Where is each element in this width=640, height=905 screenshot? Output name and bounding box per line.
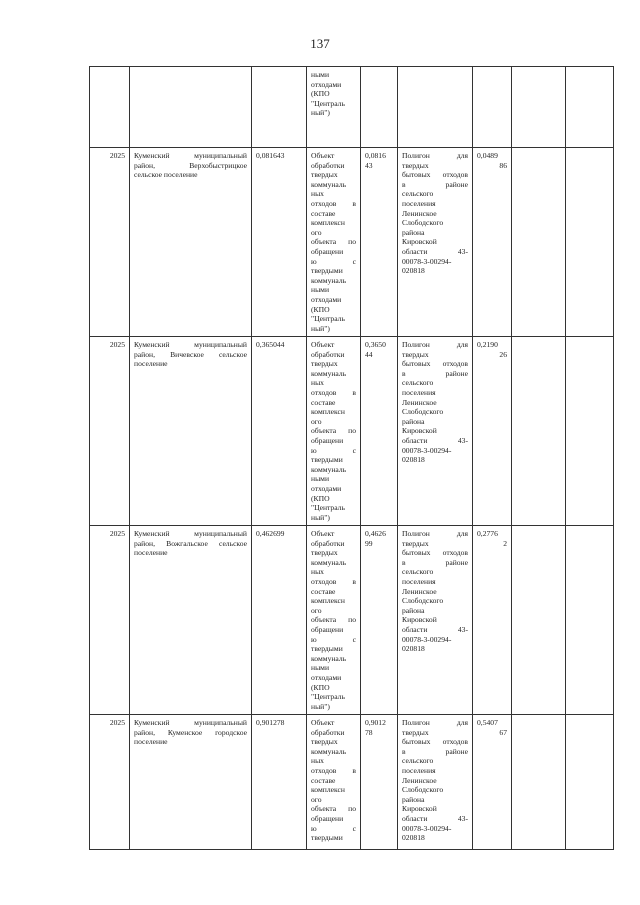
landfill-cell [398, 67, 473, 148]
landfill-cell-line: Кировской [402, 426, 437, 436]
quantity-cell-line: 0,462699 [256, 529, 285, 538]
facility-cell-line: "Централь [311, 503, 345, 513]
landfill-cell-line: твердых [402, 349, 429, 359]
quantity-cell [252, 67, 307, 148]
quantity2-cell [361, 67, 398, 148]
year-cell [90, 67, 130, 148]
facility-cell-line: обработки [311, 349, 345, 359]
facility-cell-line: твердыми [311, 644, 343, 654]
landfill-cell-line: Полигон для [402, 529, 468, 538]
landfill-cell-line: твердых [402, 538, 429, 548]
facility-cell-line: "Централь [311, 98, 345, 108]
facility-cell-line: составе [311, 586, 336, 596]
landfill-cell-line: области 43- [402, 624, 468, 634]
facility-cell-line: Объект [311, 718, 335, 727]
value-cell-line: 0,2190 [477, 340, 498, 349]
facility-cell [307, 67, 361, 148]
facility-cell-line: коммуналь [311, 368, 347, 378]
landfill-cell-line: 020818 [402, 266, 425, 276]
facility-cell-line: отходами [311, 483, 342, 493]
landfill-cell-line: Полигон для [402, 151, 468, 160]
landfill-cell-line: бытовых отходов [402, 170, 468, 180]
landfill-cell-line: Ленинское [402, 586, 437, 596]
municipality-cell [130, 715, 252, 850]
table-row [90, 526, 614, 715]
value-cell-line: 0,5407 [477, 718, 498, 727]
landfill-cell-line: Слободского [402, 596, 444, 606]
facility-cell-line: коммуналь [311, 464, 347, 474]
landfill-cell-line: 00078-3-00294- [402, 823, 452, 833]
facility-cell-line: объекта по [311, 426, 356, 436]
facility-cell [307, 715, 361, 850]
municipality-cell [130, 67, 252, 148]
facility-cell-line: коммуналь [311, 179, 347, 189]
facility-cell-line: (КПО [311, 682, 330, 692]
facility-cell-line: объекта по [311, 615, 356, 625]
facility-cell-line: ных [311, 756, 324, 766]
facility-cell-line: твердых [311, 170, 338, 180]
landfill-cell-line: Ленинское [402, 208, 437, 218]
quantity2-cell-line: 0,0816 [365, 151, 386, 160]
empty-cell [566, 148, 614, 337]
year-cell-line: 2025 [109, 151, 125, 160]
quantity-cell-line: 0,081643 [256, 151, 285, 160]
facility-cell-line: твердых [311, 359, 338, 369]
landfill-cell-line: 00078-3-00294- [402, 445, 452, 455]
quantity-cell-line: 0,901278 [256, 718, 285, 727]
landfill-cell-line: области 43- [402, 813, 468, 823]
facility-cell-line: составе [311, 208, 336, 218]
municipality-cell-line: район, Вичевское сельское [134, 349, 247, 359]
facility-cell-line: Объект [311, 151, 335, 160]
quantity-cell [252, 715, 307, 850]
landfill-cell-line: сельского [402, 189, 434, 199]
landfill-cell-line: поселения [402, 387, 436, 397]
facility-cell-line: отходов в [311, 387, 356, 397]
landfill-cell-line: в районе [402, 557, 468, 567]
landfill-cell-line: Слободского [402, 218, 444, 228]
year-cell [90, 526, 130, 715]
table-row [90, 337, 614, 526]
landfill-cell-line: района [402, 605, 425, 615]
landfill-cell-line: сельского [402, 567, 434, 577]
landfill-cell-line: поселения [402, 765, 436, 775]
facility-cell-line: отходами [311, 79, 342, 89]
facility-cell-line: Объект [311, 529, 335, 538]
facility-cell-line: ных [311, 378, 324, 388]
empty-cell [566, 526, 614, 715]
facility-cell-line: коммуналь [311, 653, 347, 663]
year-cell-line: 2025 [109, 340, 125, 349]
facility-cell-line: твердых [311, 737, 338, 747]
municipality-cell [130, 526, 252, 715]
facility-cell-line: ого [311, 794, 322, 804]
landfill-cell-line: твердых [402, 160, 429, 170]
year-cell-line: 2025 [109, 718, 125, 727]
facility-cell-line: коммуналь [311, 557, 347, 567]
quantity2-cell [361, 148, 398, 337]
value-cell-line: 86 [499, 160, 507, 170]
quantity2-cell-line: 78 [365, 727, 373, 737]
facility-cell-line: твердых [311, 548, 338, 558]
municipality-cell-line: сельское поселение [134, 170, 198, 180]
facility-cell-line: Объект [311, 340, 335, 349]
landfill-cell-line: области 43- [402, 246, 468, 256]
landfill-cell-line: бытовых отходов [402, 548, 468, 558]
value-cell-line: 0,2776 [477, 529, 498, 538]
quantity2-cell-line: 44 [365, 349, 373, 359]
landfill-cell-line: области 43- [402, 435, 468, 445]
landfill-cell-line: Кировской [402, 804, 437, 814]
facility-cell-line: ными [311, 285, 330, 295]
facility-cell-line: составе [311, 397, 336, 407]
municipality-cell-line: поселение [134, 359, 168, 369]
table-row [90, 715, 614, 850]
facility-cell-line: комплексн [311, 596, 345, 606]
page-number: 137 [310, 36, 330, 51]
facility-cell-line: ого [311, 416, 322, 426]
landfill-cell [398, 337, 473, 526]
landfill-cell-line: Кировской [402, 237, 437, 247]
municipality-cell-line: поселение [134, 548, 168, 558]
facility-cell-line: обращени [311, 624, 344, 634]
landfill-cell-line: Слободского [402, 407, 444, 417]
facility-cell-line: (КПО [311, 304, 330, 314]
facility-cell-line: объекта по [311, 804, 356, 814]
facility-cell-line: ный") [311, 323, 330, 333]
landfill-cell-line: 020818 [402, 644, 425, 654]
facility-cell-line: отходов в [311, 765, 356, 775]
municipality-cell-line: Куменский муниципальный [134, 340, 247, 349]
value-cell-line: 26 [499, 349, 507, 359]
empty-cell [512, 337, 566, 526]
municipality-cell-line: район, Куменское городское [134, 727, 247, 737]
year-cell [90, 715, 130, 850]
facility-cell-line: ными [311, 474, 330, 484]
facility-cell-line: ных [311, 567, 324, 577]
facility-cell-line: ю с [311, 445, 356, 455]
value-cell [473, 337, 512, 526]
table-row [90, 148, 614, 337]
municipality-cell-line: Куменский муниципальный [134, 529, 247, 538]
quantity-cell [252, 337, 307, 526]
landfill-cell-line: Ленинское [402, 775, 437, 785]
municipality-cell [130, 148, 252, 337]
facility-cell-line: обращени [311, 246, 344, 256]
landfill-cell-line: района [402, 794, 425, 804]
empty-cell [512, 715, 566, 850]
quantity-cell [252, 526, 307, 715]
landfill-cell [398, 526, 473, 715]
value-cell-line: 67 [499, 727, 507, 737]
landfill-cell-line: района [402, 227, 425, 237]
municipality-cell-line: Куменский муниципальный [134, 151, 247, 160]
facility-cell-line: твердыми [311, 455, 343, 465]
facility-cell-line: составе [311, 775, 336, 785]
year-cell-line: 2025 [109, 529, 125, 538]
empty-cell [512, 148, 566, 337]
landfill-cell-line: 020818 [402, 833, 425, 843]
table-row [90, 67, 614, 148]
landfill-cell-line: Полигон для [402, 718, 468, 727]
facility-cell-line: коммуналь [311, 275, 347, 285]
quantity2-cell-line: 0,9012 [365, 718, 386, 727]
facility-cell-line: "Централь [311, 314, 345, 324]
facility-cell-line: ных [311, 189, 324, 199]
landfill-cell-line: сельского [402, 756, 434, 766]
value-cell [473, 148, 512, 337]
empty-cell [512, 526, 566, 715]
landfill-cell-line: поселения [402, 576, 436, 586]
quantity2-cell [361, 337, 398, 526]
landfill-cell-line: района [402, 416, 425, 426]
empty-cell [566, 67, 614, 148]
landfill-cell-line: 020818 [402, 455, 425, 465]
facility-cell-line: (КПО [311, 493, 330, 503]
facility-cell-line: ный") [311, 512, 330, 522]
facility-cell-line: ю с [311, 256, 356, 266]
facility-cell-line: отходов в [311, 576, 356, 586]
quantity2-cell-line: 43 [365, 160, 373, 170]
landfill-cell-line: 00078-3-00294- [402, 634, 452, 644]
facility-cell-line: ный") [311, 108, 330, 118]
quantity2-cell [361, 715, 398, 850]
facility-cell-line: отходов в [311, 198, 356, 208]
facility-cell-line: комплексн [311, 785, 345, 795]
value-cell-line: 0,0489 [477, 151, 498, 160]
facility-cell-line: ю с [311, 634, 356, 644]
landfill-cell-line: 00078-3-00294- [402, 256, 452, 266]
facility-cell-line: ого [311, 227, 322, 237]
facility-cell-line: ными [311, 70, 330, 79]
quantity2-cell [361, 526, 398, 715]
facility-cell-line: твердыми [311, 833, 343, 843]
facility-cell-line: (КПО [311, 89, 330, 99]
landfill-cell-line: Кировской [402, 615, 437, 625]
facility-cell-line: ными [311, 663, 330, 673]
year-cell [90, 337, 130, 526]
landfill-cell-line: Ленинское [402, 397, 437, 407]
facility-cell-line: ого [311, 605, 322, 615]
landfill-cell-line: бытовых отходов [402, 359, 468, 369]
facility-cell-line: коммуналь [311, 746, 347, 756]
quantity2-cell-line: 99 [365, 538, 373, 548]
year-cell [90, 148, 130, 337]
value-cell [473, 67, 512, 148]
facility-cell-line: комплексн [311, 218, 345, 228]
facility-cell [307, 148, 361, 337]
municipality-cell-line: Куменский муниципальный [134, 718, 247, 727]
facility-cell [307, 337, 361, 526]
landfill-cell-line: в районе [402, 179, 468, 189]
landfill-cell-line: Полигон для [402, 340, 468, 349]
municipality-cell-line: район, Верхобыстрицкое [134, 160, 247, 170]
empty-cell [512, 67, 566, 148]
quantity-cell-line: 0,365044 [256, 340, 285, 349]
facility-cell-line: "Централь [311, 692, 345, 702]
municipality-cell-line: район, Вожгальское сельское [134, 538, 247, 548]
landfill-cell [398, 715, 473, 850]
empty-cell [566, 337, 614, 526]
facility-cell-line: отходами [311, 294, 342, 304]
facility-cell-line: комплексн [311, 407, 345, 417]
landfill-cell-line: поселения [402, 198, 436, 208]
landfill-cell-line: твердых [402, 727, 429, 737]
facility-cell-line: отходами [311, 672, 342, 682]
quantity-cell [252, 148, 307, 337]
value-cell [473, 715, 512, 850]
data-table [89, 66, 614, 850]
municipality-cell [130, 337, 252, 526]
facility-cell-line: обработки [311, 160, 345, 170]
empty-cell [566, 715, 614, 850]
municipality-cell-line: поселение [134, 737, 168, 747]
facility-cell-line: обработки [311, 538, 345, 548]
landfill-cell-line: в районе [402, 368, 468, 378]
facility-cell-line: объекта по [311, 237, 356, 247]
landfill-cell [398, 148, 473, 337]
facility-cell-line: твердыми [311, 266, 343, 276]
quantity2-cell-line: 0,4626 [365, 529, 386, 538]
value-cell-line: 2 [503, 538, 507, 548]
landfill-cell-line: в районе [402, 746, 468, 756]
landfill-cell-line: бытовых отходов [402, 737, 468, 747]
landfill-cell-line: Слободского [402, 785, 444, 795]
value-cell [473, 526, 512, 715]
facility-cell-line: ный") [311, 701, 330, 711]
facility-cell [307, 526, 361, 715]
facility-cell-line: обработки [311, 727, 345, 737]
facility-cell-line: ю с [311, 823, 356, 833]
quantity2-cell-line: 0,3650 [365, 340, 386, 349]
facility-cell-line: обращени [311, 813, 344, 823]
facility-cell-line: обращени [311, 435, 344, 445]
landfill-cell-line: сельского [402, 378, 434, 388]
